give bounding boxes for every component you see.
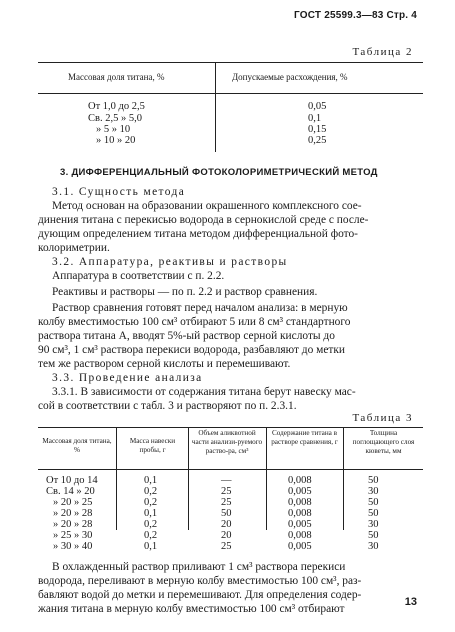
- table3-cell-reference: 0,008: [288, 508, 312, 519]
- table3-column-divider: [266, 427, 267, 530]
- table2-cell-tolerance: 0,05: [308, 101, 327, 112]
- paragraph-line: колориметрии.: [38, 242, 110, 254]
- paragraph-line: жания титана в мерную колбу вместимостью 100 см³ отбирают: [38, 603, 345, 615]
- table2-cell-tolerance: 0,25: [308, 135, 327, 146]
- table3-column-divider: [188, 427, 189, 530]
- table3-cell-reference: 0,008: [288, 530, 312, 541]
- table3-cell-cuvette: 50: [368, 497, 379, 508]
- table3-cell-reference: 0,005: [288, 541, 312, 552]
- paragraph-line: тем же раствором серной кислоты и перемешивают.: [38, 358, 291, 370]
- paragraph-line: Аппаратура в соответствии с п. 2.2.: [52, 270, 225, 282]
- paragraph-line: дующим определением титана методом дифференциальной фото-: [38, 228, 358, 240]
- table3-cell-sample: 0,1: [144, 541, 158, 552]
- table3-column-divider: [343, 427, 344, 530]
- table3-cell-aliquot: 25: [221, 497, 232, 508]
- table3-cell-cuvette: 50: [368, 530, 379, 541]
- table3-caption: Таблица 3: [352, 412, 413, 424]
- page-number: 13: [404, 596, 417, 608]
- table2-caption: Таблица 2: [352, 46, 413, 58]
- table3-cell-sample: 0,2: [144, 486, 158, 497]
- table3-cell-aliquot: 50: [221, 508, 232, 519]
- table3-cell-range: » 20 » 25: [53, 497, 93, 508]
- table3-cell-cuvette: 50: [368, 475, 379, 486]
- table3-header-rule: [38, 469, 423, 470]
- paragraph-heading: 3.2. Аппаратура, реактивы и растворы: [52, 256, 288, 268]
- paragraph-heading: 3.1. Сущность метода: [52, 186, 186, 198]
- table3-cell-range: » 25 » 30: [53, 530, 93, 541]
- table3-header-mass: Массовая доля титана, %: [42, 437, 112, 454]
- paragraph-line: 3.3.1. В зависимости от содержания титана берут навеску мас-: [52, 386, 356, 398]
- table2-cell-tolerance: 0,15: [308, 124, 327, 135]
- table3-cell-reference: 0,005: [288, 519, 312, 530]
- table3-header-cuvette: Толщина поглощающего слоя кюветы, мм: [352, 429, 415, 455]
- table3-cell-sample: 0,1: [144, 508, 158, 519]
- paragraph-line: 90 см³, 1 см³ раствора перекиси водорода, разбавляют до метки: [38, 344, 346, 356]
- table3-cell-range: От 10 до 14: [46, 475, 98, 486]
- table3-cell-range: » 20 » 28: [53, 508, 93, 519]
- table3-cell-aliquot: —: [221, 475, 232, 486]
- table3-cell-aliquot: 20: [221, 519, 232, 530]
- table3-cell-range: » 20 » 28: [53, 519, 93, 530]
- paragraph-line: колбу вместимостью 100 см³ отбирают 5 или 8 см³ стандартного: [38, 316, 351, 328]
- table3-cell-sample: 0,2: [144, 519, 158, 530]
- table3-cell-range: Св. 14 » 20: [46, 486, 95, 497]
- table3-cell-reference: 0,005: [288, 486, 312, 497]
- table2-header-mass: Массовая доля титана, %: [68, 72, 165, 82]
- table3-cell-sample: 0,1: [144, 475, 158, 486]
- table2-header-tolerance: Допускаемые расхождения, %: [232, 72, 348, 82]
- table2-cell-range: » 10 » 20: [96, 135, 136, 146]
- table3-cell-aliquot: 25: [221, 541, 232, 552]
- paragraph-line: раствора титана А, вводят 5%-ый раствор серной кислоты до: [38, 330, 335, 342]
- paragraph-line: Раствор сравнения готовят перед началом анализа: в мерную: [52, 302, 348, 314]
- table2-column-divider: [215, 62, 216, 152]
- table3-cell-sample: 0,2: [144, 530, 158, 541]
- page-header: ГОСТ 25599.3—83 Стр. 4: [294, 10, 417, 21]
- paragraph-line: В охлажденный раствор приливают 1 см³ раствора перекиси: [52, 561, 346, 573]
- table3-header-aliquot: Объем аликвотной части анализи-руемого раство-ра, см³: [191, 429, 263, 455]
- table3-column-divider: [116, 427, 117, 530]
- table2-cell-range: От 1,0 до 2,5: [88, 101, 145, 112]
- table3-cell-sample: 0,2: [144, 497, 158, 508]
- section-title: 3. ДИФФЕРЕНЦИАЛЬНЫЙ ФОТОКОЛОРИМЕТРИЧЕСКИЙ МЕТОД: [60, 167, 378, 178]
- table3-cell-cuvette: 30: [368, 486, 379, 497]
- table3-header-reference: Содержание титана в растворе сравнения, г: [271, 429, 338, 446]
- table3-cell-cuvette: 30: [368, 541, 379, 552]
- paragraph-line: Метод основан на образовании окрашенного комплексного сое-: [52, 200, 362, 212]
- table3-cell-aliquot: 25: [221, 486, 232, 497]
- paragraph-line: сой в соответствии с табл. 3 и растворяют по п. 2.3.1.: [38, 400, 297, 412]
- table3-header-sample: Масса навески пробы, г: [129, 437, 176, 454]
- paragraph-line: водорода, переливают в мерную колбу вместимостью 100 см³, раз-: [38, 575, 362, 587]
- table2-cell-range: Св. 2,5 » 5,0: [88, 113, 142, 124]
- table3-cell-aliquot: 20: [221, 530, 232, 541]
- table2-header-rule: [38, 93, 423, 94]
- paragraph-line: динения титана с перекисью водорода в сернокислой среде с после-: [38, 214, 369, 226]
- table3-cell-cuvette: 30: [368, 519, 379, 530]
- paragraph-heading: 3.3. Проведение анализа: [52, 372, 203, 384]
- table3-cell-range: » 30 » 40: [53, 541, 93, 552]
- table3-cell-reference: 0,008: [288, 497, 312, 508]
- paragraph-line: бавляют водой до метки и перемешивают. Для определения содер-: [38, 589, 362, 601]
- paragraph-line: Реактивы и растворы — по п. 2.2 и раствор сравнения.: [52, 286, 318, 298]
- table3-cell-cuvette: 50: [368, 508, 379, 519]
- table2-top-rule: [38, 62, 423, 63]
- table2-cell-tolerance: 0,1: [308, 113, 322, 124]
- table3-top-rule: [38, 427, 423, 428]
- table2-cell-range: » 5 » 10: [96, 124, 131, 135]
- table3-cell-reference: 0,008: [288, 475, 312, 486]
